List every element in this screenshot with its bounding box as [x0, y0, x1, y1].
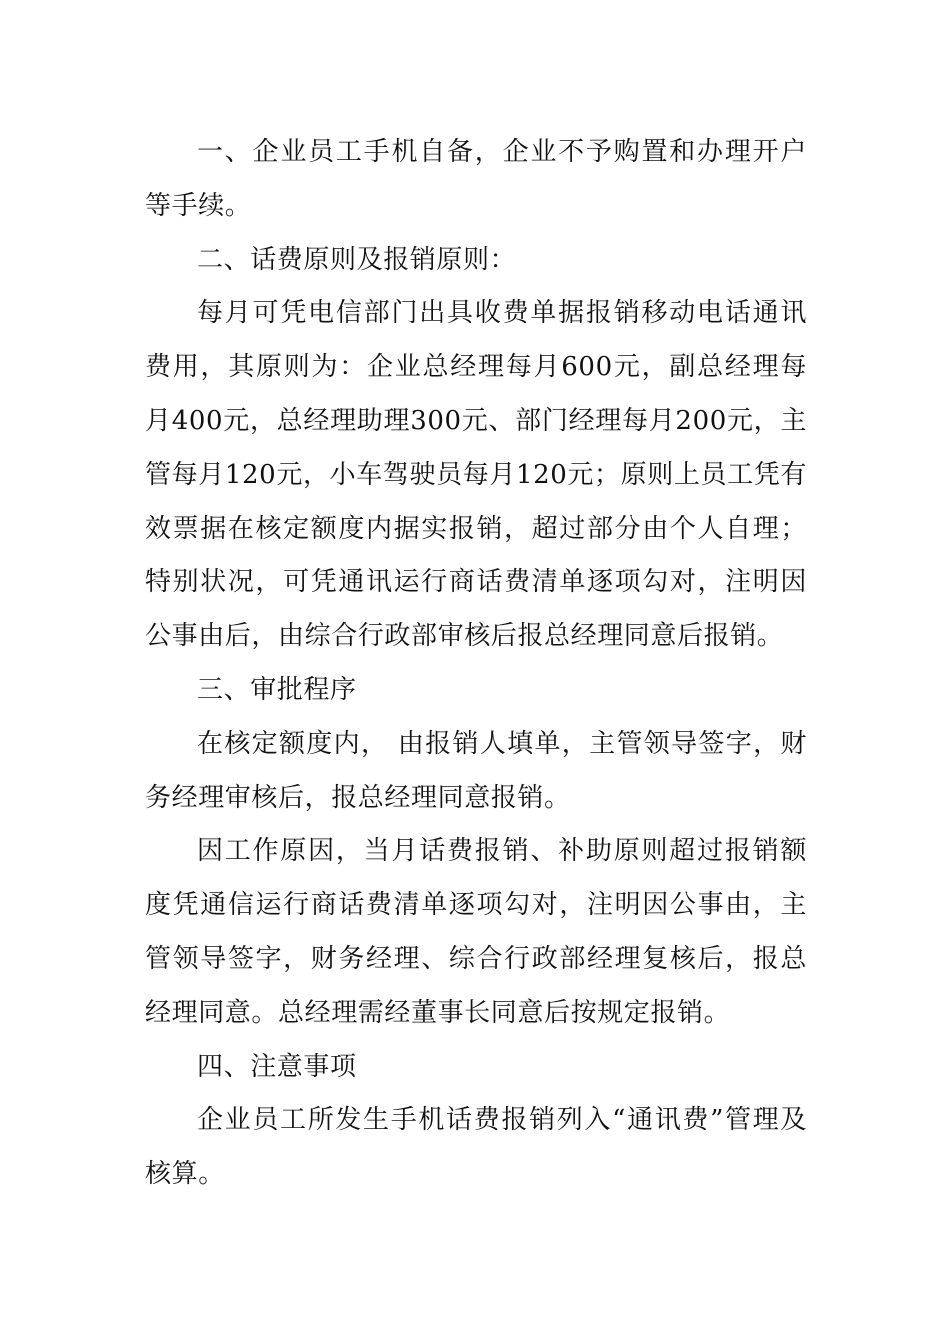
section-heading-fee-principles: 二、话费原则及报销原则： [197, 244, 517, 275]
section-heading-notes: 四、注意事项 [197, 1051, 357, 1082]
document-body [145, 126, 807, 1202]
section-heading-approval-procedure: 三、审批程序 [197, 674, 357, 705]
paragraph-monthly-allowance: 每月可凭电信部门出具收费单据报销移动电话通讯费用，其原则为：企业总经理每月600元，副总经理每月400元，总经理助理300元、部门经理每月200元，主管每月120元，小车驾驶员每月120元；原则上员工凭有效票据在核定额度内据实报销，超过部分由个人自理；特别状况，可凭通讯运行商话费清单逐项勾对，注明因公事由后，由综合行政部审核后报总经理同意后报销。 [145, 298, 807, 652]
paragraph-over-quota-approval: 因工作原因，当月话费报销、补助原则超过报销额度凭通信运行商话费清单逐项勾对，注明因公事由，主管领导签字，财务经理、综合行政部经理复核后，报总经理同意。总经理需经董事长同意后按规定报销。 [145, 836, 807, 1028]
paragraph-phone-self-provided: 一、企业员工手机自备，企业不予购置和办理开户等手续。 [145, 137, 807, 221]
paragraph-within-quota-approval: 在核定额度内， 由报销人填单，主管领导签字，财务经理审核后，报总经理同意报销。 [145, 728, 807, 813]
paragraph-accounting-note: 企业员工所发生手机话费报销列入“通讯费”管理及核算。 [145, 1105, 807, 1190]
